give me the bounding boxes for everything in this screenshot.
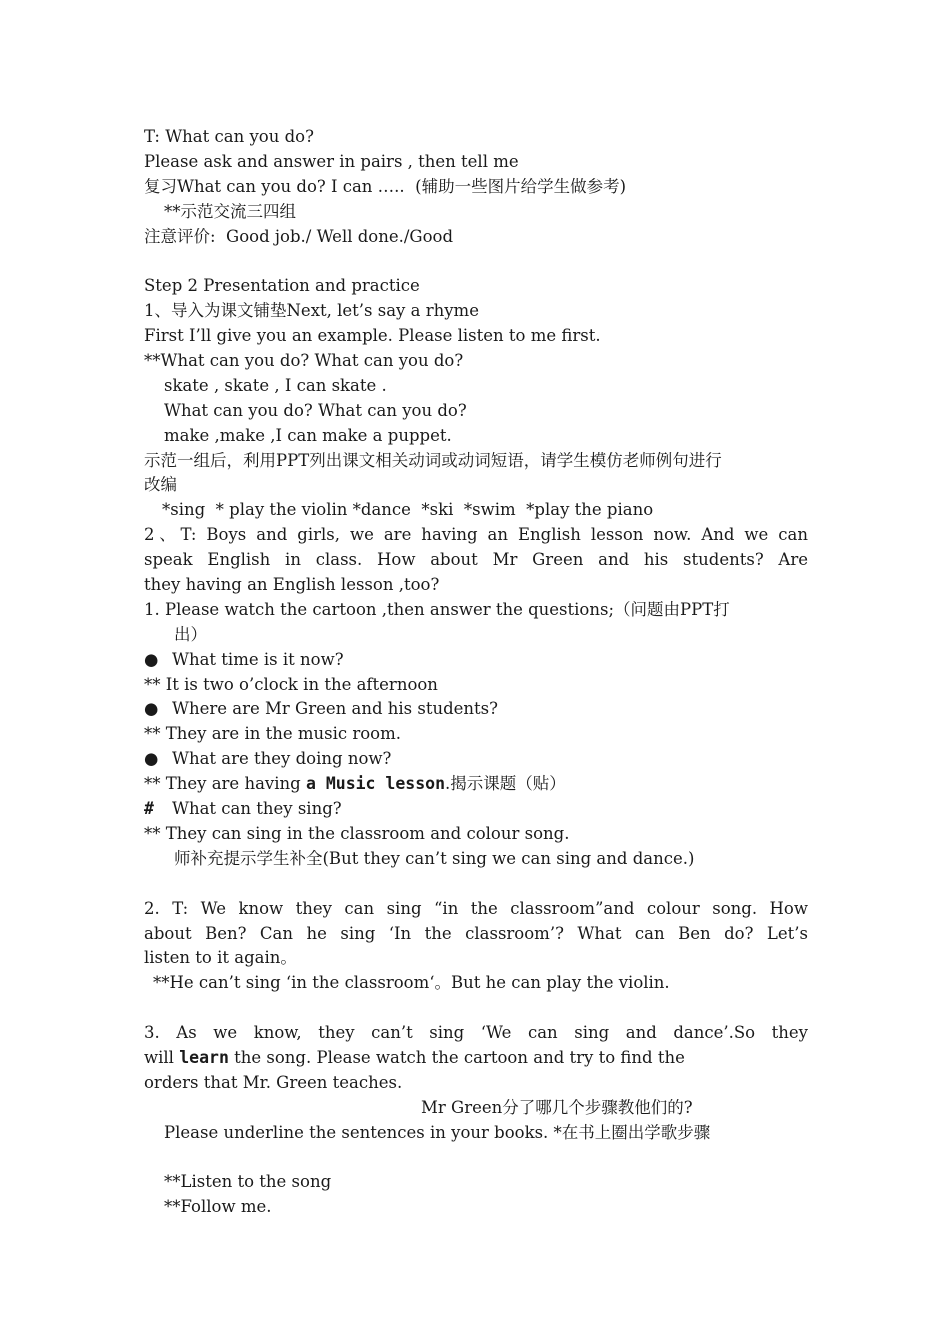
text-line	[144, 1046, 808, 1071]
blank-line	[144, 996, 808, 1021]
blank-line	[144, 1146, 808, 1171]
answer-text: .揭示课题（贴）	[445, 774, 566, 794]
text-line: 师补充提示学生补全(But they can’t sing we can sing and dance.)	[174, 848, 695, 868]
text-line: 3. As we know, they can’t sing ‘We can sing and dance’.So they	[144, 1023, 808, 1043]
text-line: **Follow me.	[164, 1197, 272, 1217]
text-line: T: What can you do?	[144, 127, 314, 146]
blank-line	[144, 872, 808, 897]
text-line: **He can’t sing ‘in the classroom‘。But he can play the violin.	[153, 973, 670, 993]
answer-line: ** They are in the music room.	[144, 724, 402, 744]
question-text: What are they doing now?	[172, 749, 392, 769]
text-line: 2、T: Boys and girls, we are having an English lesson now. And we can	[144, 525, 808, 545]
document-page	[144, 125, 808, 1220]
answer-line: ** They can sing in the classroom and colour song.	[144, 823, 570, 843]
text-line: listen to it again。	[144, 948, 297, 968]
question-text: Where are Mr Green and his students?	[172, 699, 498, 719]
text-line: Please ask and answer in pairs , then tell me	[144, 151, 519, 171]
question-line	[144, 697, 808, 722]
hash-icon: #	[144, 799, 154, 819]
bullet-icon: ●	[144, 699, 159, 719]
text-line: about Ben? Can he sing ‘In the classroom’? What can Ben do? Let’s	[144, 923, 808, 943]
text-line: Mr Green分了哪几个步骤教他们的?	[421, 1097, 693, 1117]
blank-line	[144, 249, 808, 274]
text-line: **What can you do? What can you do?	[144, 351, 464, 371]
text-line: **Listen to the song	[164, 1172, 332, 1192]
text-line: Please underline the sentences in your books. *在书上圈出学歌步骤	[164, 1122, 711, 1142]
text-line: 示范一组后，利用PPT列出课文相关动词或动词短语，请学生模仿老师例句进行	[144, 450, 722, 470]
bullet-icon: ●	[144, 749, 159, 769]
bold-text: a Music lesson	[305, 774, 446, 794]
text-line: *sing * play the violin *dance *ski *swim *play the piano	[162, 500, 654, 520]
bold-text: learn	[179, 1047, 229, 1067]
answer-line	[144, 772, 808, 797]
text-line: 出）	[174, 624, 207, 644]
step-heading: Step 2 Presentation and practice	[144, 276, 420, 296]
text-line: speak English in class. How about Mr Green and his students? Are	[144, 550, 808, 570]
question-text: What can they sing?	[172, 799, 342, 819]
answer-text: ** They are having	[144, 774, 306, 794]
text-line: 2. T: We know they can sing “in the classroom”and colour song. How	[144, 898, 808, 918]
text-line: 1. Please watch the cartoon ,then answer the questions;（问题由PPT打	[144, 599, 730, 619]
bullet-icon: ●	[144, 649, 159, 669]
question-line	[144, 797, 808, 822]
text-line: 改编	[144, 475, 177, 495]
text-line: make ,make ,I can make a puppet.	[164, 425, 452, 445]
text-line: skate , skate , I can skate .	[164, 375, 387, 395]
question-line	[144, 648, 808, 673]
text-segment: the song. Please watch the cartoon and try to find the	[228, 1047, 685, 1067]
text-segment: will	[144, 1047, 180, 1067]
text-line: they having an English lesson ,too?	[144, 575, 440, 595]
text-line: What can you do? What can you do?	[164, 400, 467, 420]
question-text: What time is it now?	[172, 649, 344, 669]
text-line: 注意评价: Good job./ Well done./Good	[144, 226, 454, 246]
text-line: 复习What can you do? I can ….. (辅助一些图片给学生做参考)	[144, 176, 627, 196]
text-line: **示范交流三四组	[164, 201, 296, 221]
text-line: First I’ll give you an example. Please listen to me first.	[144, 326, 601, 346]
text-line: orders that Mr. Green teaches.	[144, 1072, 403, 1092]
answer-line: ** It is two o’clock in the afternoon	[144, 674, 438, 694]
text-line: 1、导入为课文铺垫Next, let’s say a rhyme	[144, 301, 479, 321]
question-line	[144, 747, 808, 772]
